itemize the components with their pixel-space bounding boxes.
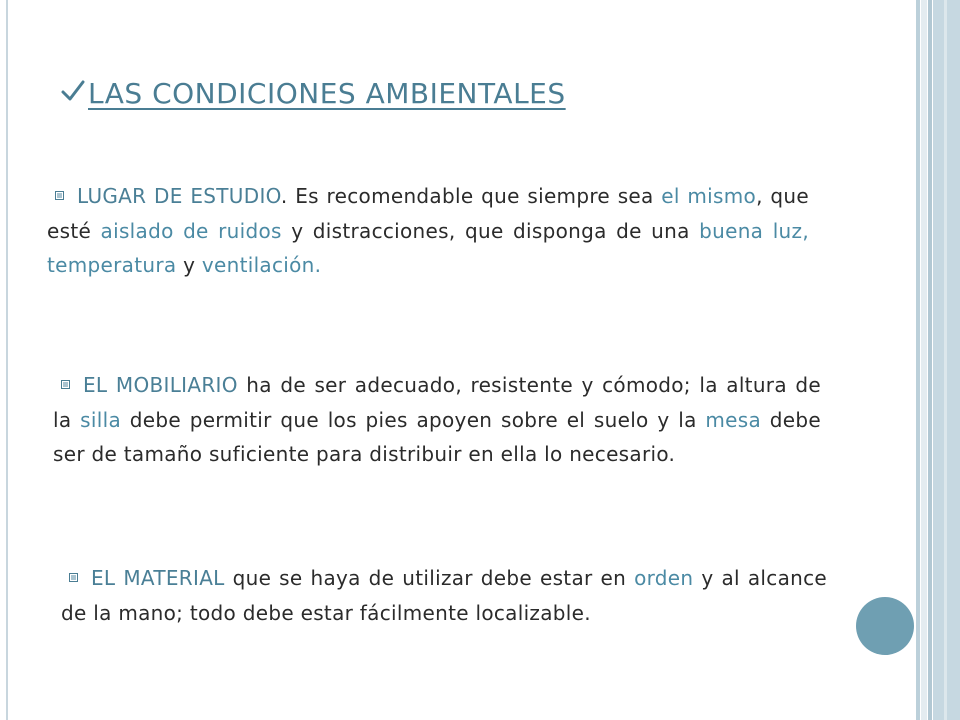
slide-title: LAS CONDICIONES AMBIENTALES xyxy=(88,77,566,110)
highlight-text: ventilación. xyxy=(201,253,322,277)
square-bullet-icon xyxy=(55,191,64,200)
right-decor-stripe xyxy=(944,0,947,720)
paragraph-text: y al alcance de la mano; todo debe estar fácilmente localizable. xyxy=(61,566,828,625)
paragraph-text: que se haya de utilizar debe estar en xyxy=(224,566,635,590)
paragraph-text: debe ser de tamaño suficiente para distribuir en ella lo necesario. xyxy=(53,407,821,466)
highlight-text: aislado de ruidos xyxy=(100,218,282,243)
paragraph-el-mobiliario xyxy=(53,368,821,472)
highlight-text: orden xyxy=(634,566,694,590)
title-row xyxy=(60,72,566,116)
paragraph-heading: EL MOBILIARIO xyxy=(83,373,238,397)
decor-circle xyxy=(856,597,914,655)
paragraph-heading: EL MATERIAL xyxy=(91,566,225,590)
paragraph-text: , que esté xyxy=(47,184,809,243)
right-decor-stripe xyxy=(916,0,920,720)
paragraph-heading: LUGAR DE ESTUDIO xyxy=(77,184,281,208)
highlight-text: el mismo xyxy=(661,184,757,208)
paragraph-text: ha de ser adecuado, resistente y cómodo; la altura de la xyxy=(53,373,821,432)
right-decor-stripe xyxy=(921,0,927,720)
paragraph-text: . Es recomendable que siempre sea xyxy=(280,184,662,208)
paragraph-el-material xyxy=(61,561,827,630)
square-bullet-icon xyxy=(69,573,78,582)
paragraph-text: y distracciones, que disponga de una xyxy=(281,218,700,243)
highlight-text: mesa xyxy=(705,407,762,432)
left-frame-line xyxy=(6,0,8,720)
paragraph-lugar-de-estudio xyxy=(47,179,809,283)
check-icon xyxy=(60,78,86,104)
square-bullet-icon xyxy=(61,380,70,389)
highlight-text: buena luz, temperatura xyxy=(47,218,809,277)
highlight-text: silla xyxy=(80,407,122,432)
right-decor-stripe xyxy=(928,0,932,720)
paragraph-text: debe permitir que los pies apoyen sobre el suelo y la xyxy=(121,407,706,432)
paragraph-text: y xyxy=(176,253,202,277)
